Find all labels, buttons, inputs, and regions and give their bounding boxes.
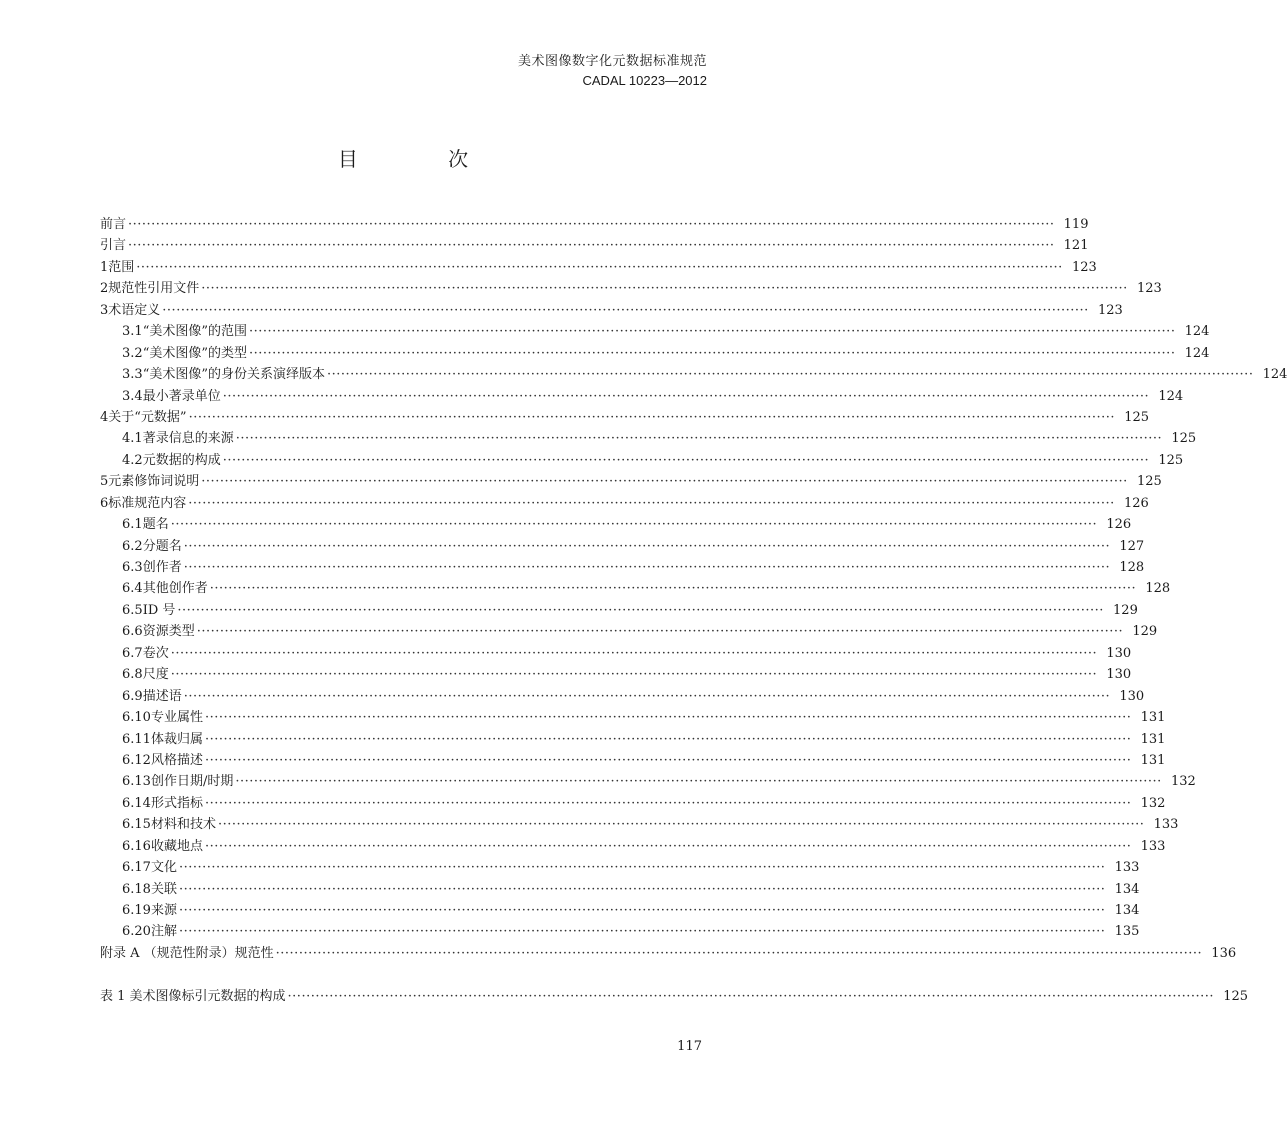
toc-entry[interactable] xyxy=(100,643,1132,664)
toc-entry-label: 术语定义 xyxy=(108,302,161,318)
toc-entry-label: 范围 xyxy=(108,259,135,275)
toc-entry[interactable] xyxy=(100,471,1162,492)
toc-leader-dots: ········································································································································································································ xyxy=(275,945,1203,961)
toc-entry-number: 2 xyxy=(100,281,109,297)
toc-entry[interactable] xyxy=(100,257,1097,278)
toc-entry-number: 6.8 xyxy=(122,667,143,683)
toc-entry-number: 3.3 xyxy=(122,367,143,383)
toc-entry-page: 124 xyxy=(1184,345,1210,361)
toc-entry[interactable] xyxy=(100,514,1132,535)
toc-leader-dots: ········································································································································································································ xyxy=(222,452,1150,468)
toc-leader-dots: ········································································································································································································ xyxy=(128,217,1055,232)
toc-entry-page: 125 xyxy=(1124,409,1150,425)
toc-entry-page: 134 xyxy=(1114,903,1140,918)
toc-entry-number: 5 xyxy=(100,474,109,490)
toc-entry-label: 其他创作者 xyxy=(142,581,208,597)
toc-entry-label: 表 1 美术图像标引元数据的构成 xyxy=(100,989,286,1004)
toc-entry[interactable] xyxy=(100,536,1145,557)
toc-entry-number: 6.6 xyxy=(122,624,143,640)
toc-entry-number: 6.4 xyxy=(122,581,143,597)
toc-entry-label: “美术图像”的类型 xyxy=(142,345,247,361)
toc-entry-page: 135 xyxy=(1114,924,1140,940)
toc-entry-number: 6.9 xyxy=(122,688,143,704)
toc-entry-page: 130 xyxy=(1106,667,1132,683)
toc-entry[interactable] xyxy=(100,600,1138,621)
toc-entry-label: “美术图像”的身份关系演绎版本 xyxy=(142,367,325,383)
toc-leader-dots: ········································································································································································································ xyxy=(162,302,1089,318)
toc-entry[interactable] xyxy=(100,621,1158,642)
toc-entry-number: 3 xyxy=(100,302,109,318)
toc-entry-label: 材料和技术 xyxy=(150,817,216,833)
toc-entry-number: 6.10 xyxy=(122,710,151,726)
toc-entry[interactable] xyxy=(100,300,1123,321)
toc-leader-dots: ········································································································································································································ xyxy=(204,752,1132,768)
header-title: 美术图像数字化元数据标准规范 xyxy=(517,54,707,69)
toc-entry[interactable] xyxy=(100,664,1132,685)
toc-entry-label: 收藏地点 xyxy=(150,838,203,854)
toc-entry-label: 专业属性 xyxy=(150,710,203,726)
toc-entry-number: 6.20 xyxy=(122,924,151,940)
toc-entry-number: 4 xyxy=(100,409,109,425)
toc-entry[interactable] xyxy=(100,235,1089,256)
toc-leader-dots: ········································································································································································································ xyxy=(183,538,1111,554)
toc-entry-label: 资源类型 xyxy=(142,624,195,640)
toc-entry-number: 3.2 xyxy=(122,345,143,361)
toc-leader-dots: ········································································································································································································ xyxy=(326,367,1254,383)
toc-leader-dots: ········································································································································································································ xyxy=(183,688,1111,704)
toc-entry[interactable] xyxy=(100,879,1140,900)
toc-entry[interactable] xyxy=(100,750,1166,771)
toc-entry-number: 6.2 xyxy=(122,538,143,554)
toc-entry-table-1[interactable] xyxy=(100,986,1249,1007)
toc-entry-page: 121 xyxy=(1063,238,1089,254)
toc-entry-number: 1 xyxy=(100,259,109,275)
toc-entry-label: 元素修饰词说明 xyxy=(108,474,200,490)
toc-entry-page: 133 xyxy=(1114,860,1140,876)
toc-leader-dots: ········································································································································································································ xyxy=(204,710,1132,726)
toc-leader-dots: ········································································································································································································ xyxy=(178,881,1106,897)
toc-entry[interactable] xyxy=(100,214,1089,235)
toc-entry-label: 文化 xyxy=(150,860,177,876)
toc-entry[interactable] xyxy=(100,321,1210,342)
table-list xyxy=(100,986,1249,1007)
toc-entry[interactable] xyxy=(100,814,1179,835)
toc-leader-dots: ········································································································································································································ xyxy=(177,602,1104,618)
toc-entry-label: 创作日期/时期 xyxy=(150,774,234,790)
toc-entry-page: 123 xyxy=(1136,281,1162,297)
toc-entry-label: 卷次 xyxy=(142,645,169,661)
toc-entry-number: 6.14 xyxy=(122,795,151,811)
toc-entry-number: 6.13 xyxy=(122,774,151,790)
toc-entry-page: 123 xyxy=(1097,302,1123,318)
toc-entry-page: 130 xyxy=(1106,645,1132,661)
toc-entry[interactable] xyxy=(100,493,1149,514)
toc-leader-dots: ········································································································································································································ xyxy=(222,388,1150,404)
toc-entry-label: 标准规范内容 xyxy=(108,495,187,511)
toc-entry-number: 3.1 xyxy=(122,324,143,340)
toc-leader-dots: ········································································································································································································ xyxy=(217,817,1145,833)
toc-entry-number: 6.17 xyxy=(122,860,151,876)
toc-leader-dots: ········································································································································································································ xyxy=(248,345,1176,361)
page-number: 117 xyxy=(677,1039,702,1054)
toc-entry-page: 126 xyxy=(1123,495,1149,511)
toc-entry-number: 6.12 xyxy=(122,752,151,768)
toc-entry-page: 133 xyxy=(1140,838,1166,854)
toc-entry-number: 6.15 xyxy=(122,817,151,833)
toc-entry-page: 125 xyxy=(1136,474,1162,490)
toc-entry-label: 规范性引用文件 xyxy=(108,281,200,297)
toc-leader-dots: ········································································································································································································ xyxy=(183,560,1111,575)
toc-leader-dots: ········································································································································································································ xyxy=(201,474,1128,490)
toc-leader-dots: ········································································································································································································ xyxy=(204,731,1132,747)
header-code: CADAL 10223—2012 xyxy=(582,73,707,88)
toc-entry[interactable] xyxy=(100,450,1184,471)
toc-entry-page: 124 xyxy=(1158,388,1184,404)
toc-leader-dots: ········································································································································································································ xyxy=(136,259,1063,275)
toc-entry-number: 3.4 xyxy=(122,388,143,404)
toc-entry-number: 6.1 xyxy=(122,517,143,533)
toc-entry-page: 132 xyxy=(1170,774,1196,790)
toc-leader-dots: ········································································································································································································ xyxy=(287,989,1215,1004)
toc-entry-label: 分题名 xyxy=(142,538,182,554)
toc-leader-dots: ········································································································································································································ xyxy=(170,645,1098,661)
toc-entry-page: 136 xyxy=(1211,945,1237,961)
toc-entry[interactable] xyxy=(100,407,1150,428)
toc-entry-number: 4.1 xyxy=(122,431,143,447)
toc-entry[interactable] xyxy=(100,900,1140,921)
toc-entry-label: 题名 xyxy=(142,517,169,533)
toc-entry-page: 134 xyxy=(1114,881,1140,897)
toc-entry-page: 119 xyxy=(1063,217,1089,232)
toc-entry-label: 前言 xyxy=(100,217,127,232)
toc-entry[interactable] xyxy=(100,578,1171,599)
toc-leader-dots: ········································································································································································································ xyxy=(248,324,1176,340)
toc-entry-label: 风格描述 xyxy=(150,752,203,768)
toc-entry-label: ID 号 xyxy=(142,602,176,618)
toc-entry-number: 6.11 xyxy=(122,731,151,747)
toc-entry[interactable] xyxy=(100,793,1166,814)
toc-entry-page: 125 xyxy=(1223,989,1249,1004)
toc-leader-dots: ········································································································································································································ xyxy=(188,495,1115,511)
toc-leader-dots: ········································································································································································································ xyxy=(209,581,1137,597)
toc-entry-label: 体裁归属 xyxy=(150,731,203,747)
toc-entry[interactable] xyxy=(100,364,1287,385)
toc-entry-page: 131 xyxy=(1140,752,1166,768)
toc-entry[interactable] xyxy=(100,278,1162,299)
toc-entry[interactable] xyxy=(100,921,1140,942)
toc-entry[interactable] xyxy=(100,771,1196,792)
toc-leader-dots: ········································································································································································································ xyxy=(204,795,1132,811)
toc-leader-dots: ········································································································································································································ xyxy=(178,924,1106,940)
toc-leader-dots: ········································································································································································································ xyxy=(178,903,1106,918)
toc-entry-label: 尺度 xyxy=(142,667,169,683)
toc-leader-dots: ········································································································································································································ xyxy=(170,667,1098,683)
toc-entry-label: 来源 xyxy=(150,903,177,918)
toc-entry-page: 130 xyxy=(1119,688,1145,704)
toc-entry-label: 最小著录单位 xyxy=(142,388,221,404)
toc-entry[interactable] xyxy=(100,857,1140,878)
toc-entry-label: 著录信息的来源 xyxy=(142,431,234,447)
toc-entry-label: 创作者 xyxy=(142,560,182,575)
toc-entry-page: 125 xyxy=(1158,452,1184,468)
toc-entry-number: 6.19 xyxy=(122,903,151,918)
toc-entry-number: 6.18 xyxy=(122,881,151,897)
toc-leader-dots: ········································································································································································································ xyxy=(204,838,1132,854)
toc-entry-label: 形式指标 xyxy=(150,795,203,811)
toc-entry[interactable] xyxy=(100,729,1166,750)
toc-entry-page: 129 xyxy=(1132,624,1158,640)
toc-entry-page: 131 xyxy=(1140,731,1166,747)
toc-entry-page: 133 xyxy=(1153,817,1179,833)
toc-entry-page: 124 xyxy=(1184,324,1210,340)
toc-entry-page: 126 xyxy=(1106,517,1132,533)
toc-entry-label: 附录 A （规范性附录）规范性 xyxy=(100,945,274,961)
toc-entry-label: 关联 xyxy=(150,881,177,897)
toc-entry-number: 6.5 xyxy=(122,602,143,618)
toc-entry[interactable] xyxy=(100,707,1166,728)
toc-entry-number: 4.2 xyxy=(122,452,143,468)
toc-leader-dots: ········································································································································································································ xyxy=(128,238,1055,254)
toc-entry-page: 129 xyxy=(1113,602,1138,618)
toc-entry[interactable] xyxy=(100,686,1145,707)
toc-entry-number: 6.16 xyxy=(122,838,151,854)
toc-entry-number: 6 xyxy=(100,495,109,511)
toc-leader-dots: ········································································································································································································ xyxy=(235,431,1163,447)
toc-entry[interactable] xyxy=(100,836,1166,857)
toc-title: 目 次 xyxy=(337,147,511,171)
table-of-contents xyxy=(100,214,1287,964)
toc-entry-label: “美术图像”的范围 xyxy=(142,324,247,340)
toc-leader-dots: ········································································································································································································ xyxy=(201,281,1128,297)
toc-entry-page: 127 xyxy=(1119,538,1145,554)
toc-entry-label: 描述语 xyxy=(142,688,182,704)
toc-entry[interactable] xyxy=(100,428,1197,449)
toc-entry[interactable] xyxy=(100,343,1210,364)
toc-leader-dots: ········································································································································································································ xyxy=(235,774,1162,790)
toc-entry-page: 128 xyxy=(1145,581,1171,597)
toc-entry-page: 124 xyxy=(1262,367,1287,383)
toc-entry-page: 128 xyxy=(1119,560,1145,575)
toc-entry-label: 注解 xyxy=(150,924,177,940)
toc-entry-page: 125 xyxy=(1171,431,1197,447)
toc-entry-page: 132 xyxy=(1140,795,1166,811)
toc-entry-label: 引言 xyxy=(100,238,127,254)
toc-entry-number: 6.7 xyxy=(122,645,143,661)
toc-entry[interactable] xyxy=(100,386,1184,407)
toc-entry-page: 131 xyxy=(1140,710,1166,726)
toc-entry[interactable] xyxy=(100,943,1237,964)
toc-entry-number: 6.3 xyxy=(122,560,143,575)
toc-entry-label: 元数据的构成 xyxy=(142,452,221,468)
toc-leader-dots: ········································································································································································································ xyxy=(170,517,1098,533)
toc-entry[interactable] xyxy=(100,557,1145,578)
toc-leader-dots: ········································································································································································································ xyxy=(188,409,1116,425)
toc-leader-dots: ········································································································································································································ xyxy=(196,624,1124,640)
toc-entry-label: 关于“元数据” xyxy=(108,409,187,425)
toc-leader-dots: ········································································································································································································ xyxy=(178,860,1106,876)
toc-entry-page: 123 xyxy=(1071,259,1097,275)
